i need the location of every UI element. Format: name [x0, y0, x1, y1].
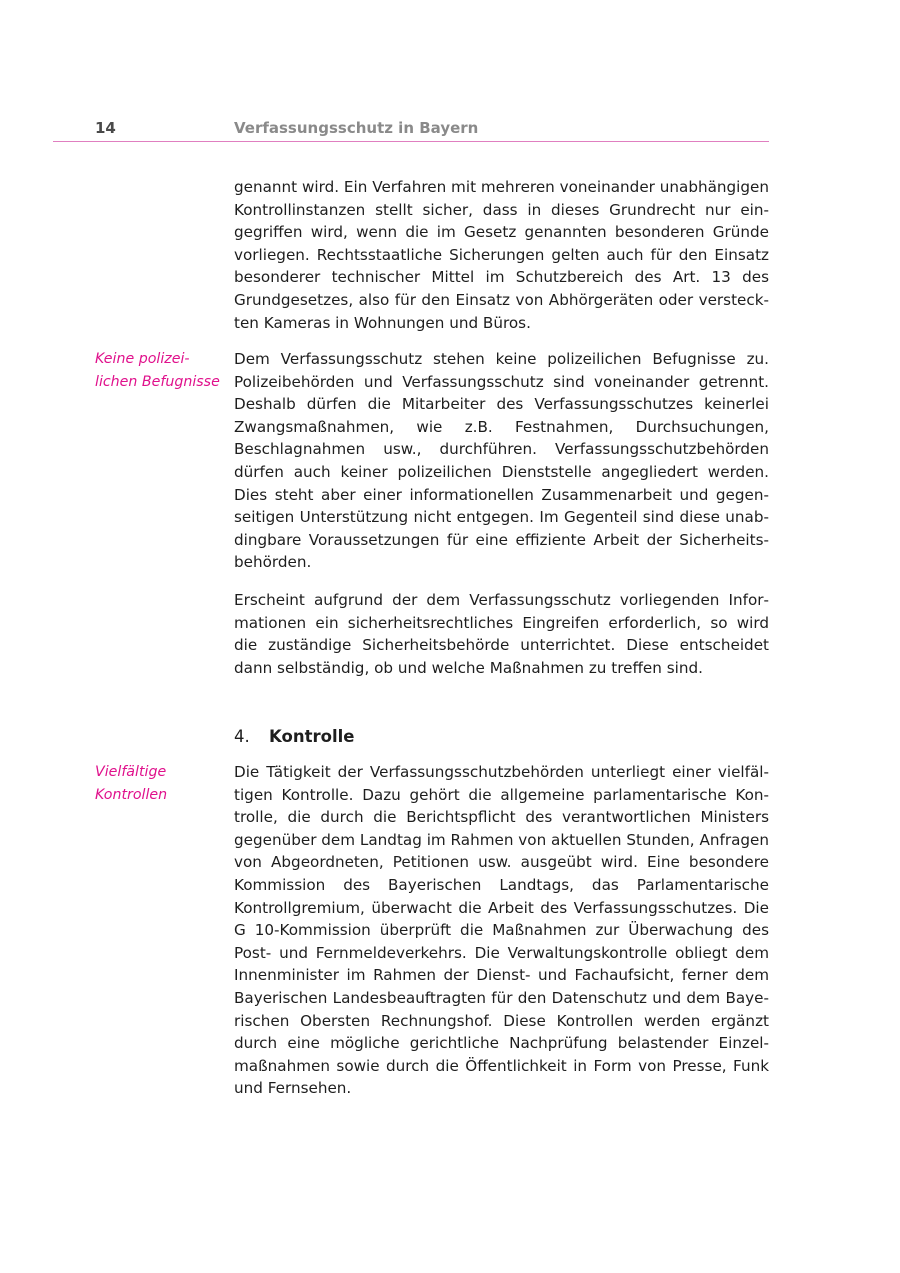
paragraph-grundrecht-kontrolle: genannt wird. Ein Verfahren mit mehreren voneinander unabhängigen Kontrollinstanzen stellt sicher, dass in dieses Grundrecht nur eingegriffen wird, wenn die im Gesetz genannten besonderen Gründe vorliegen. Rechtsstaatliche Sicherungen gelten auch für den Einsatz besonderer technischer Mittel im Schutzbereich des Art. 13 des Grundgesetzes, also für den Einsatz von Abhörgeräten oder versteckten Kameras in Wohnungen und Büros. [234, 178, 769, 332]
paragraph-sicherheitsbehoerde: Erscheint aufgrund der dem Verfassungsschutz vorliegenden Informationen ein sicherheitsrechtliches Eingreifen erforderlich, so wird die zuständige Sicherheitsbehörde unterrichtet. Diese entscheidet dann selbständig, ob und welche Maßnahmen zu treffen sind. [234, 591, 769, 677]
paragraph-keine-befugnisse: Dem Verfassungsschutz stehen keine polizeilichen Befugnisse zu. Polizeibehörden und Verfassungsschutz sind voneinander getrennt. Deshalb dürfen die Mitarbeiter des Verfassungsschutzes keinerlei Zwangsmaßnahmen, wie z.B. Festnahmen, Durchsuchungen, Beschlagnahmen usw., durchführen. Verfassungsschutzbehörden dürfen auch keiner polizeilichen Dienststelle angegliedert werden. Dies steht aber einer informationellen Zusammenarbeit und gegenseitigen Unterstützung nicht entgegen. Im Gegenteil sind diese unabdingbare Voraussetzungen für eine effiziente Arbeit der Sicherheitsbehörden. [234, 350, 769, 572]
section-number: 4. [234, 727, 250, 746]
paragraph-kontrolle: Die Tätigkeit der Verfassungsschutzbehörden unterliegt einer vielfältigen Kontrolle. Dazu gehört die allgemeine parlamentarische Kontrolle, die durch die Berichtspflicht des verantwortlichen Ministers gegenüber dem Landtag im Rahmen von aktuellen Stunden, Anfragen von Abgeordneten, Petitionen usw. ausgeübt wird. Eine besondere Kommission des Bayerischen Landtags, das Parlamentarische Kontrollgremium, überwacht die Arbeit des Verfassungsschutzes. Die G 10-Kommission überprüft die Maßnahmen zur Überwachung des Post- und Fernmeldeverkehrs. Die Verwaltungskontrolle obliegt dem Innenminister im Rahmen der Dienst- und Fachaufsicht, ferner dem Bayerischen Landesbeauftragten für den Datenschutz und dem Bayerischen Obersten Rechnungshof. Diese Kontrollen werden ergänzt durch eine mögliche gerichtliche Nachprüfung belastender Einzelmaßnahmen sowie durch die Öffentlichkeit in Form von Presse, Funk und Fernsehen. [234, 763, 769, 1098]
margin-note-befugnisse: Keine polizei-lichen Befugnisse [95, 351, 220, 390]
header-rule [53, 141, 769, 142]
page-header [53, 116, 769, 142]
section-heading [234, 727, 354, 746]
running-title: Verfassungsschutz in Bayern [234, 119, 479, 137]
page-number: 14 [95, 119, 116, 137]
section-title: Kontrolle [269, 727, 355, 746]
margin-note-kontrollen: Vielfältige Kontrollen [95, 764, 168, 803]
